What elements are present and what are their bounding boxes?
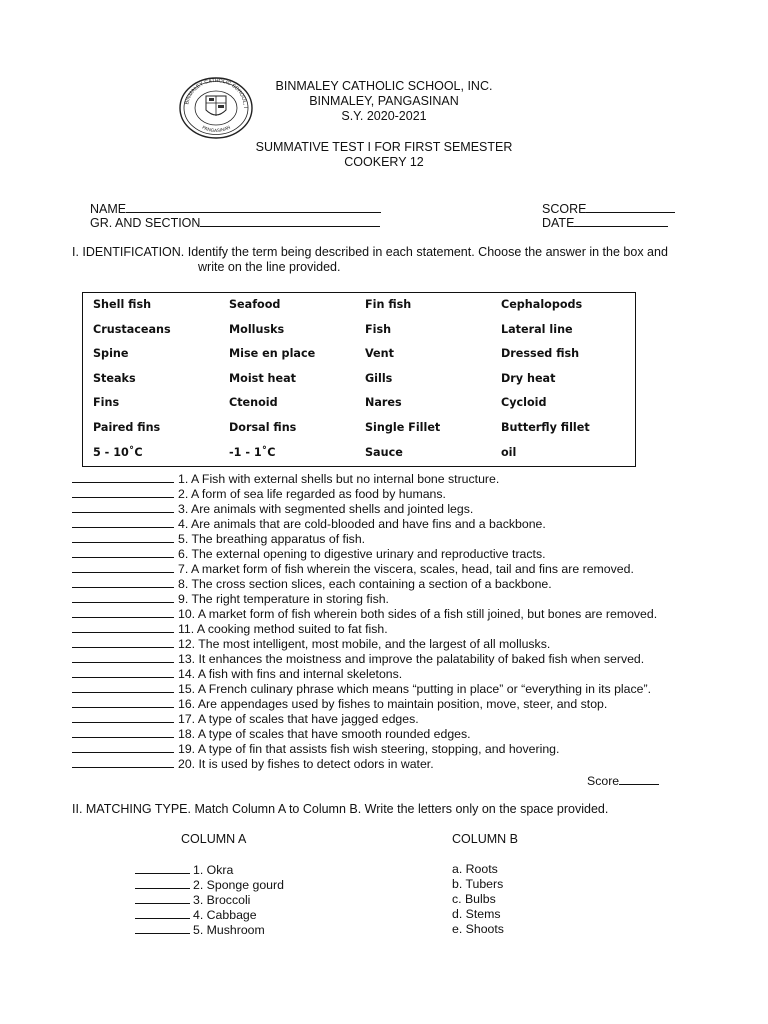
item-text: 7. A market form of fish wherein the viscera, scales, head, tail and fins are removed. bbox=[178, 562, 634, 576]
column-a-text: 2. Sponge gourd bbox=[193, 878, 284, 892]
answer-choice: oil bbox=[501, 445, 517, 459]
school-town: BINMALEY, PANGASINAN bbox=[309, 94, 459, 108]
answer-line[interactable] bbox=[72, 726, 174, 738]
answer-choice: 5 - 10˚C bbox=[93, 445, 143, 459]
answer-line[interactable] bbox=[72, 756, 174, 768]
date-line[interactable] bbox=[574, 214, 668, 227]
identification-item bbox=[72, 546, 657, 561]
date-field[interactable] bbox=[542, 214, 668, 231]
instruction-line-1: I. IDENTIFICATION. Identify the term being described in each statement. Choose the answer in the box and bbox=[72, 245, 668, 259]
identification-instructions bbox=[72, 245, 672, 275]
answer-line[interactable] bbox=[72, 696, 174, 708]
answer-choice: Paired fins bbox=[93, 420, 161, 434]
item-text: 1. A Fish with external shells but no internal bone structure. bbox=[178, 472, 500, 486]
answer-choice: Nares bbox=[365, 396, 402, 410]
answer-line[interactable] bbox=[72, 516, 174, 528]
instruction-line-2: write on the line provided. bbox=[198, 260, 341, 274]
answer-line[interactable] bbox=[72, 636, 174, 648]
answer-line[interactable] bbox=[72, 471, 174, 483]
seal-bottom-text: PANGASINAN bbox=[201, 124, 231, 134]
answer-choice: Dorsal fins bbox=[229, 420, 297, 434]
identification-item bbox=[72, 711, 657, 726]
column-a-text: 5. Mushroom bbox=[193, 923, 265, 937]
column-a-text: 1. Okra bbox=[193, 863, 234, 877]
identification-item bbox=[72, 696, 657, 711]
identification-item bbox=[72, 681, 657, 696]
answer-choice: Dry heat bbox=[501, 371, 556, 385]
identification-item bbox=[72, 501, 657, 516]
item-text: 13. It enhances the moistness and improve the palatability of baked fish when served. bbox=[178, 652, 645, 666]
column-a-item bbox=[135, 907, 284, 922]
answer-choice: Steaks bbox=[93, 371, 136, 385]
item-text: 11. A cooking method suited to fat fish. bbox=[178, 622, 388, 636]
section1-score[interactable] bbox=[587, 772, 659, 788]
answer-line[interactable] bbox=[72, 501, 174, 513]
item-text: 3. Are animals with segmented shells and jointed legs. bbox=[178, 502, 474, 516]
answer-choice: Moist heat bbox=[229, 371, 297, 385]
item-text: 4. Are animals that are cold-blooded and have fins and a backbone. bbox=[178, 517, 546, 531]
match-answer-line[interactable] bbox=[135, 907, 190, 919]
column-a-title: COLUMN A bbox=[181, 832, 247, 846]
column-a-list bbox=[135, 862, 284, 937]
item-text: 2. A form of sea life regarded as food by humans. bbox=[178, 487, 446, 501]
column-b-title: COLUMN B bbox=[452, 832, 518, 846]
answer-choice: Crustaceans bbox=[93, 322, 171, 336]
answer-choice: Cycloid bbox=[501, 396, 547, 410]
date-label: DATE bbox=[542, 216, 575, 230]
item-text: 9. The right temperature in storing fish. bbox=[178, 592, 389, 606]
identification-item bbox=[72, 666, 657, 681]
identification-item bbox=[72, 756, 657, 771]
answer-choices-grid bbox=[93, 298, 637, 470]
identification-item bbox=[72, 726, 657, 741]
matching-instructions: II. MATCHING TYPE. Match Column A to Column B. Write the letters only on the space provided. bbox=[72, 802, 609, 816]
answer-choice: Fish bbox=[365, 322, 392, 336]
match-answer-line[interactable] bbox=[135, 877, 190, 889]
answer-line[interactable] bbox=[72, 711, 174, 723]
answer-line[interactable] bbox=[72, 651, 174, 663]
section1-score-line[interactable] bbox=[619, 772, 659, 785]
answer-choice: Vent bbox=[365, 347, 394, 361]
name-line[interactable] bbox=[126, 200, 381, 213]
column-b-item: e. Shoots bbox=[452, 922, 504, 936]
identification-item bbox=[72, 471, 657, 486]
item-text: 20. It is used by fishes to detect odors in water. bbox=[178, 757, 434, 771]
section1-score-label: Score bbox=[587, 774, 620, 788]
identification-item bbox=[72, 651, 657, 666]
column-b-item: d. Stems bbox=[452, 907, 501, 921]
answer-choice: Mollusks bbox=[229, 322, 285, 336]
identification-item bbox=[72, 591, 657, 606]
item-text: 19. A type of fin that assists fish wish steering, stopping, and hovering. bbox=[178, 742, 560, 756]
answer-line[interactable] bbox=[72, 531, 174, 543]
seal-ring-text: BINMALEY CATHOLIC SCHOOL, I bbox=[184, 77, 249, 109]
answer-choice: Ctenoid bbox=[229, 396, 278, 410]
answer-line[interactable] bbox=[72, 681, 174, 693]
column-a-item bbox=[135, 922, 284, 937]
column-b-item: b. Tubers bbox=[452, 877, 504, 891]
column-a-item bbox=[135, 877, 284, 892]
name-label: NAME bbox=[90, 202, 127, 216]
identification-item bbox=[72, 741, 657, 756]
match-answer-line[interactable] bbox=[135, 862, 190, 874]
identification-items bbox=[72, 471, 657, 771]
answer-choice: Single Fillet bbox=[365, 420, 441, 434]
answer-choice: Lateral line bbox=[501, 322, 573, 336]
column-b-list bbox=[452, 862, 504, 937]
item-text: 10. A market form of fish wherein both sides of a fish still joined, but bones are removed. bbox=[178, 607, 658, 621]
column-a-text: 3. Broccoli bbox=[193, 893, 251, 907]
identification-item bbox=[72, 576, 657, 591]
answer-choice: Seafood bbox=[229, 298, 281, 311]
answer-choice: Spine bbox=[93, 347, 129, 361]
item-text: 14. A fish with fins and internal skeletons. bbox=[178, 667, 403, 681]
identification-item bbox=[72, 636, 657, 651]
column-a-item bbox=[135, 862, 284, 877]
match-answer-line[interactable] bbox=[135, 892, 190, 904]
answer-choice: Sauce bbox=[365, 445, 403, 459]
answer-choice: Fin fish bbox=[365, 298, 412, 311]
item-text: 5. The breathing apparatus of fish. bbox=[178, 532, 366, 546]
school-year: S.Y. 2020-2021 bbox=[341, 109, 427, 123]
answer-line[interactable] bbox=[72, 741, 174, 753]
item-text: 8. The cross section slices, each containing a section of a backbone. bbox=[178, 577, 552, 591]
item-text: 15. A French culinary phrase which means “putting in place” or “everything in its place”. bbox=[178, 682, 651, 696]
identification-item bbox=[72, 531, 657, 546]
score-label: SCORE bbox=[542, 202, 587, 216]
identification-item bbox=[72, 486, 657, 501]
answer-choice: -1 - 1˚C bbox=[229, 445, 276, 459]
answer-choice: Dressed fish bbox=[501, 347, 580, 361]
match-answer-line[interactable] bbox=[135, 922, 190, 934]
answer-choice: Mise en place bbox=[229, 347, 316, 361]
score-line[interactable] bbox=[586, 200, 675, 213]
answer-line[interactable] bbox=[72, 546, 174, 558]
answer-choices-box bbox=[82, 292, 636, 467]
answer-choice: Cephalopods bbox=[501, 298, 583, 311]
subject-title: COOKERY 12 bbox=[344, 155, 424, 169]
test-header bbox=[0, 79, 768, 170]
column-a-item bbox=[135, 892, 284, 907]
column-a-text: 4. Cabbage bbox=[193, 908, 257, 922]
answer-choice: Fins bbox=[93, 396, 120, 410]
identification-item bbox=[72, 561, 657, 576]
answer-line[interactable] bbox=[72, 591, 174, 603]
section-line[interactable] bbox=[200, 214, 380, 227]
answer-line[interactable] bbox=[72, 561, 174, 573]
section-label: GR. AND SECTION bbox=[90, 216, 201, 230]
item-text: 12. The most intelligent, most mobile, and the largest of all mollusks. bbox=[178, 637, 551, 651]
column-b-item: c. Bulbs bbox=[452, 892, 496, 906]
answer-line[interactable] bbox=[72, 606, 174, 618]
answer-line[interactable] bbox=[72, 621, 174, 633]
answer-choice: Gills bbox=[365, 371, 393, 385]
answer-choice: Butterfly fillet bbox=[501, 420, 590, 434]
item-text: 18. A type of scales that have smooth rounded edges. bbox=[178, 727, 471, 741]
column-b-item: a. Roots bbox=[452, 862, 498, 876]
section-field[interactable] bbox=[90, 214, 380, 231]
test-title: SUMMATIVE TEST I FOR FIRST SEMESTER bbox=[255, 140, 513, 154]
item-text: 6. The external opening to digestive urinary and reproductive tracts. bbox=[178, 547, 546, 561]
school-name: BINMALEY CATHOLIC SCHOOL, INC. bbox=[275, 79, 493, 93]
answer-line[interactable] bbox=[72, 576, 174, 588]
item-text: 17. A type of scales that have jagged edges. bbox=[178, 712, 419, 726]
answer-choice: Shell fish bbox=[93, 298, 152, 311]
answer-line[interactable] bbox=[72, 486, 174, 498]
identification-item bbox=[72, 606, 657, 621]
item-text: 16. Are appendages used by fishes to maintain position, move, steer, and stop. bbox=[178, 697, 608, 711]
identification-item bbox=[72, 516, 657, 531]
identification-item bbox=[72, 621, 657, 636]
answer-line[interactable] bbox=[72, 666, 174, 678]
